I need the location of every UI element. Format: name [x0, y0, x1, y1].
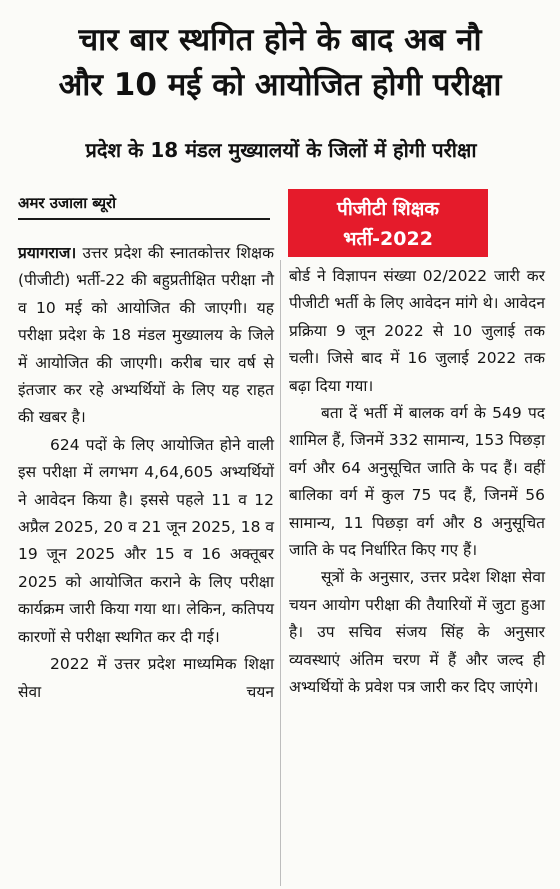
dateline: प्रयागराज। — [18, 244, 77, 262]
paragraph: बता दें भर्ती में बालक वर्ग के 549 पद शामिल हैं, जिनमें 332 सामान्य, 153 पिछड़ा वर्ग और 64 अनुसूचित जाति के पद हैं। वहीं बालिका वर्ग में कुल 75 पद हैं, जिनमें 56 सामान्य, 11 पिछड़ा वर्ग और 8 अनुसूचित जाति के पद निर्धारित किए गए हैं। — [289, 404, 545, 560]
subheadline: प्रदेश के 18 मंडल मुख्यालयों के जिलों में होगी परीक्षा — [85, 138, 477, 162]
paragraph-text: उत्तर प्रदेश की स्नातकोत्तर शिक्षक (पीजीटी) भर्ती-22 की बहुप्रतीक्षित परीक्षा नौ व 10 मई को आयोजित की जाएगी। यह परीक्षा प्रदेश के 18 मंडल मुख्यालय के जिले में आयोजित की जाएगी। करीब चार वर्ष से इंतजार कर रहे अभ्यर्थियों के लिए यह राहत की खबर है। — [18, 244, 274, 427]
paragraph: बोर्ड ने विज्ञापन संख्या 02/2022 जारी कर पीजीटी भर्ती के लिए आवेदन मांगे थे। आवेदन प्रक्रिया 9 जून 2022 से 10 जुलाई तक चली। जिसे बाद में 16 जुलाई 2022 तक बढ़ा दिया गया। — [289, 267, 545, 395]
headline — [12, 18, 548, 108]
column-divider — [280, 260, 281, 886]
article-column-1 — [18, 240, 274, 706]
headline-line-2: और 10 मई को आयोजित होगी परीक्षा — [58, 67, 502, 103]
badge-line-1: पीजीटी शिक्षक — [337, 198, 439, 220]
badge-line-2: भर्ती-2022 — [343, 228, 433, 250]
headline-line-1: चार बार स्थगित होने के बाद अब नौ — [78, 22, 482, 58]
topic-badge — [288, 189, 488, 257]
paragraph: 624 पदों के लिए आयोजित होने वाली इस परीक्षा में लगभग 4,64,605 अभ्यर्थियों ने आवेदन किया है। इससे पहले 11 व 12 अप्रैल 2025, 20 व 21 जून 2025, 18 व 19 जून 2025 और 15 व 16 अक्तूबर 2025 को आयोजित कराने के लिए परीक्षा कार्यक्रम जारी किया गया था। लेकिन, कतिपय कारणों से परीक्षा स्थगित कर दी गई। — [18, 435, 274, 646]
paragraph: 2022 में उत्तर प्रदेश माध्यमिक शिक्षा सेवा चयन — [18, 655, 274, 701]
paragraph: सूत्रों के अनुसार, उत्तर प्रदेश शिक्षा सेवा चयन आयोग परीक्षा की तैयारियों में जुटा हुआ है। उप सचिव संजय सिंह के अनुसार व्यवस्थाएं अंतिम चरण में हैं और जल्द ही अभ्यर्थियों के प्रवेश पत्र जारी कर दिए जाएंगे। — [289, 568, 545, 697]
paragraph — [18, 240, 274, 432]
article-column-2 — [289, 263, 545, 702]
byline: अमर उजाला ब्यूरो — [18, 188, 270, 220]
